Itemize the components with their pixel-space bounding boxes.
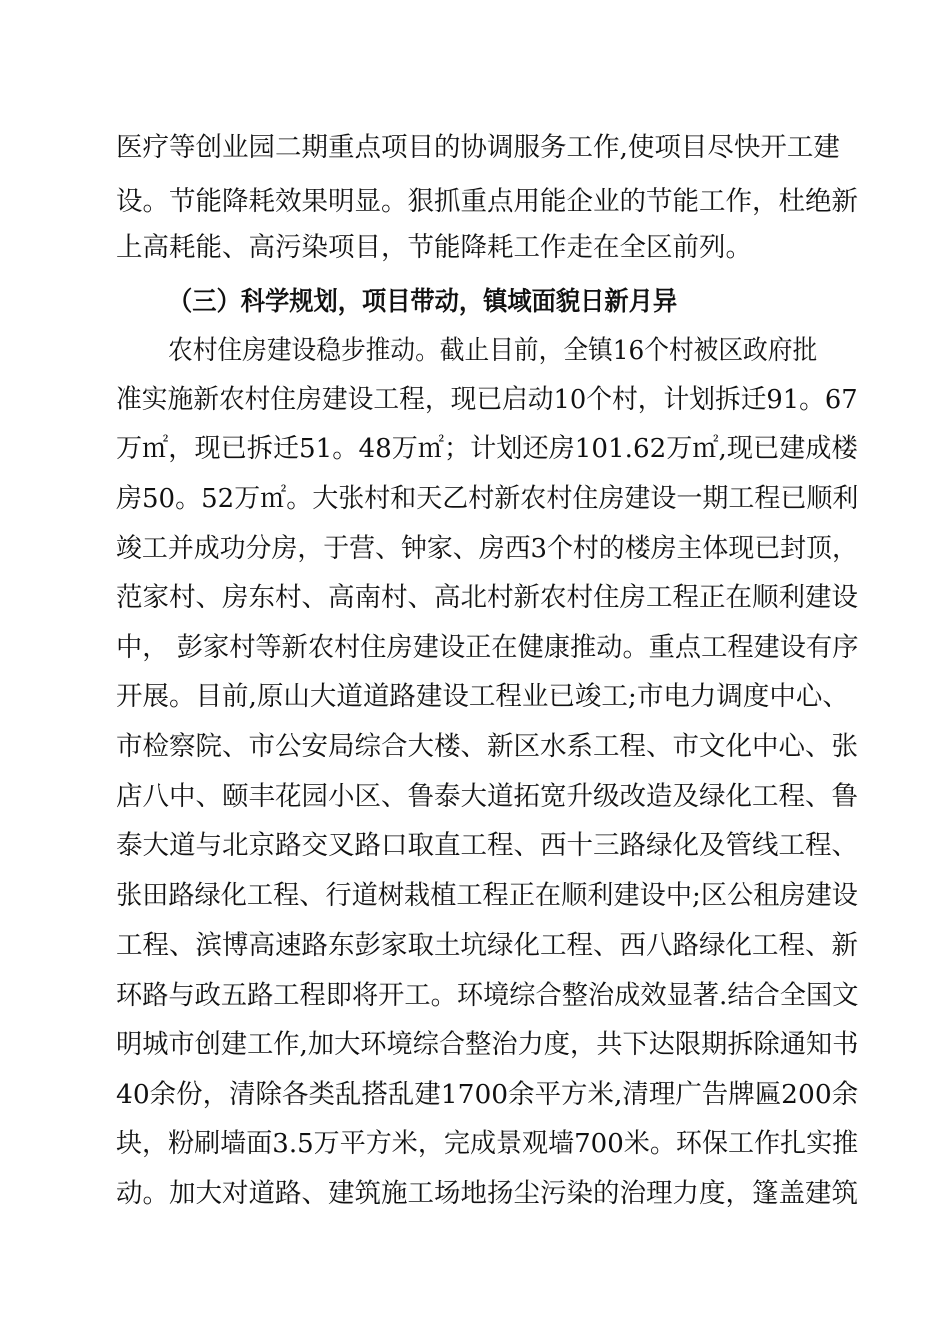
text-line: 医疗等创业园二期重点项目的协调服务工作,使项目尽快开工建: [116, 132, 840, 163]
text-line: 泰大道与北京路交叉路口取直工程、西十三路绿化及管线工程、: [116, 830, 858, 861]
text-line: 上高耗能、高污染项目，节能降耗工作走在全区前列。: [116, 232, 752, 263]
text-line: 动。加大对道路、建筑施工场地扬尘污染的治理力度，篷盖建筑: [116, 1178, 858, 1209]
text-line: 房50。52万㎡。大张村和天乙村新农村住房建设一期工程已顺利: [116, 483, 859, 514]
section-heading: （三）科学规划，项目带动，镇域面貌日新月异: [168, 287, 678, 317]
text-line: 环路与政五路工程即将开工。环境综合整治成效显著.结合全国文: [116, 980, 859, 1011]
text-line: 店八中、颐丰花园小区、鲁泰大道拓宽升级改造及绿化工程、鲁: [116, 781, 858, 812]
text-line: 市检察院、市公安局综合大楼、新区水系工程、市文化中心、张: [116, 731, 858, 762]
text-line: 竣工并成功分房，于营、钟家、房西3个村的楼房主体现已封顶，: [116, 533, 858, 564]
text-line: 准实施新农村住房建设工程，现已启动10个村，计划拆迁91。67: [116, 384, 858, 415]
text-line: 开展。目前,原山大道道路建设工程业已竣工;市电力调度中心、: [116, 681, 849, 712]
text-line: 农村住房建设稳步推动。截止目前，全镇16个村被区政府批: [168, 335, 818, 366]
text-line: 明城市创建工作,加大环境综合整治力度，共下达限期拆除通知书: [116, 1029, 859, 1060]
text-line: 张田路绿化工程、行道树栽植工程正在顺利建设中;区公租房建设: [116, 880, 858, 911]
text-line: 工程、滨博高速路东彭家取土坑绿化工程、西八路绿化工程、新: [116, 930, 858, 961]
text-line: 中， 彭家村等新农村住房建设正在健康推动。重点工程建设有序: [116, 632, 859, 663]
text-line: 块，粉刷墙面3.5万平方米，完成景观墙700米。环保工作扎实推: [116, 1128, 859, 1159]
text-line: 范家村、房东村、高南村、高北村新农村住房工程正在顺利建设: [116, 582, 858, 613]
text-line: 万㎡，现已拆迁51。48万㎡；计划还房101.62万㎡,现已建成楼: [116, 433, 858, 464]
text-line: 40余份，清除各类乱搭乱建1700余平方米,清理广告牌匾200余: [116, 1079, 859, 1110]
text-line: 设。节能降耗效果明显。狠抓重点用能企业的节能工作，杜绝新: [116, 186, 858, 217]
